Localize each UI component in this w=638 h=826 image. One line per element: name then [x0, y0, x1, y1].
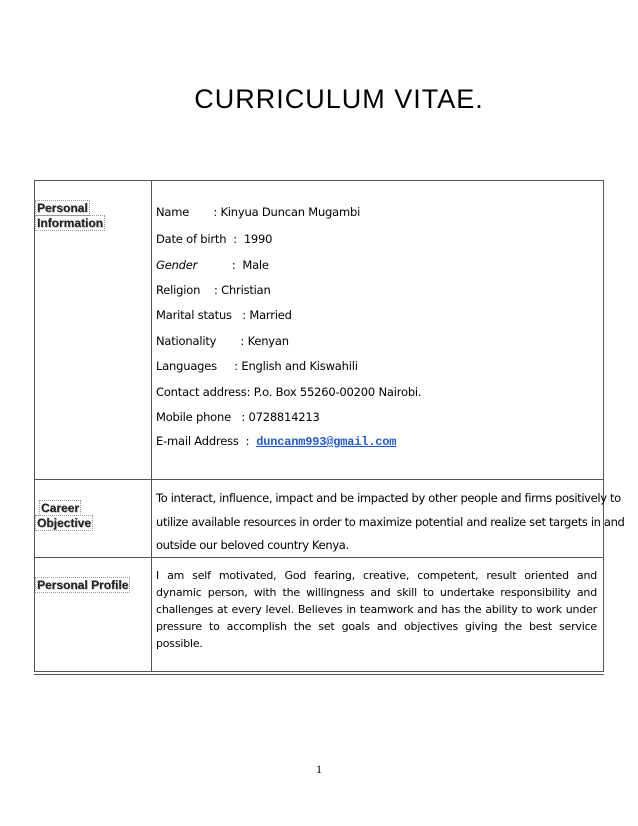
- field-mobile-phone: Mobile phone : 0728814213: [156, 410, 320, 424]
- section-label-personal-profile: Personal Profile: [37, 578, 129, 592]
- personal-information-content: [156, 181, 597, 479]
- field-gender: Gender : Male: [156, 258, 269, 272]
- objective-line: outside our beloved country Kenya.: [156, 538, 349, 552]
- page-number: 1: [316, 762, 322, 776]
- cv-table: [34, 180, 625, 672]
- email-link[interactable]: duncanm993@gmail.com: [256, 435, 397, 449]
- career-objective-content: [156, 479, 625, 557]
- field-languages: Languages : English and Kiswahili: [156, 359, 358, 373]
- field-contact-address: Contact address: P.o. Box 55260-00200 Nairobi.: [156, 385, 422, 399]
- field-nationality: Nationality : Kenyan: [156, 334, 289, 348]
- field-name: Name : Kinyua Duncan Mugambi: [156, 205, 361, 219]
- section-label-personal-information: Personal Information: [37, 201, 103, 230]
- document-title: CURRICULUM VITAE.: [194, 84, 484, 114]
- field-religion: Religion : Christian: [156, 283, 271, 297]
- objective-line: To interact, influence, impact and be impacted by other people and firms positively to: [156, 491, 621, 505]
- field-email-address: E-mail Address : duncanm993@gmail.com: [156, 434, 397, 449]
- objective-line: utilize available resources in order to maximize potential and realize set targets in and: [156, 515, 625, 529]
- column-divider: [151, 181, 152, 671]
- field-date-of-birth: Date of birth : 1990: [156, 232, 273, 246]
- row-divider: [35, 557, 603, 558]
- field-marital-status: Marital status : Married: [156, 308, 292, 322]
- section-label-career-objective: Career Objective: [37, 501, 92, 530]
- personal-profile-text: I am self motivated, God fearing, creative, competent, result oriented and dynamic person, with the willingness and skill to undertake responsibility and challenges at every level. Believes in teamwork and has the ability to work under pressure to accomplish the set goals and objectives giving the best service possible.: [156, 569, 597, 650]
